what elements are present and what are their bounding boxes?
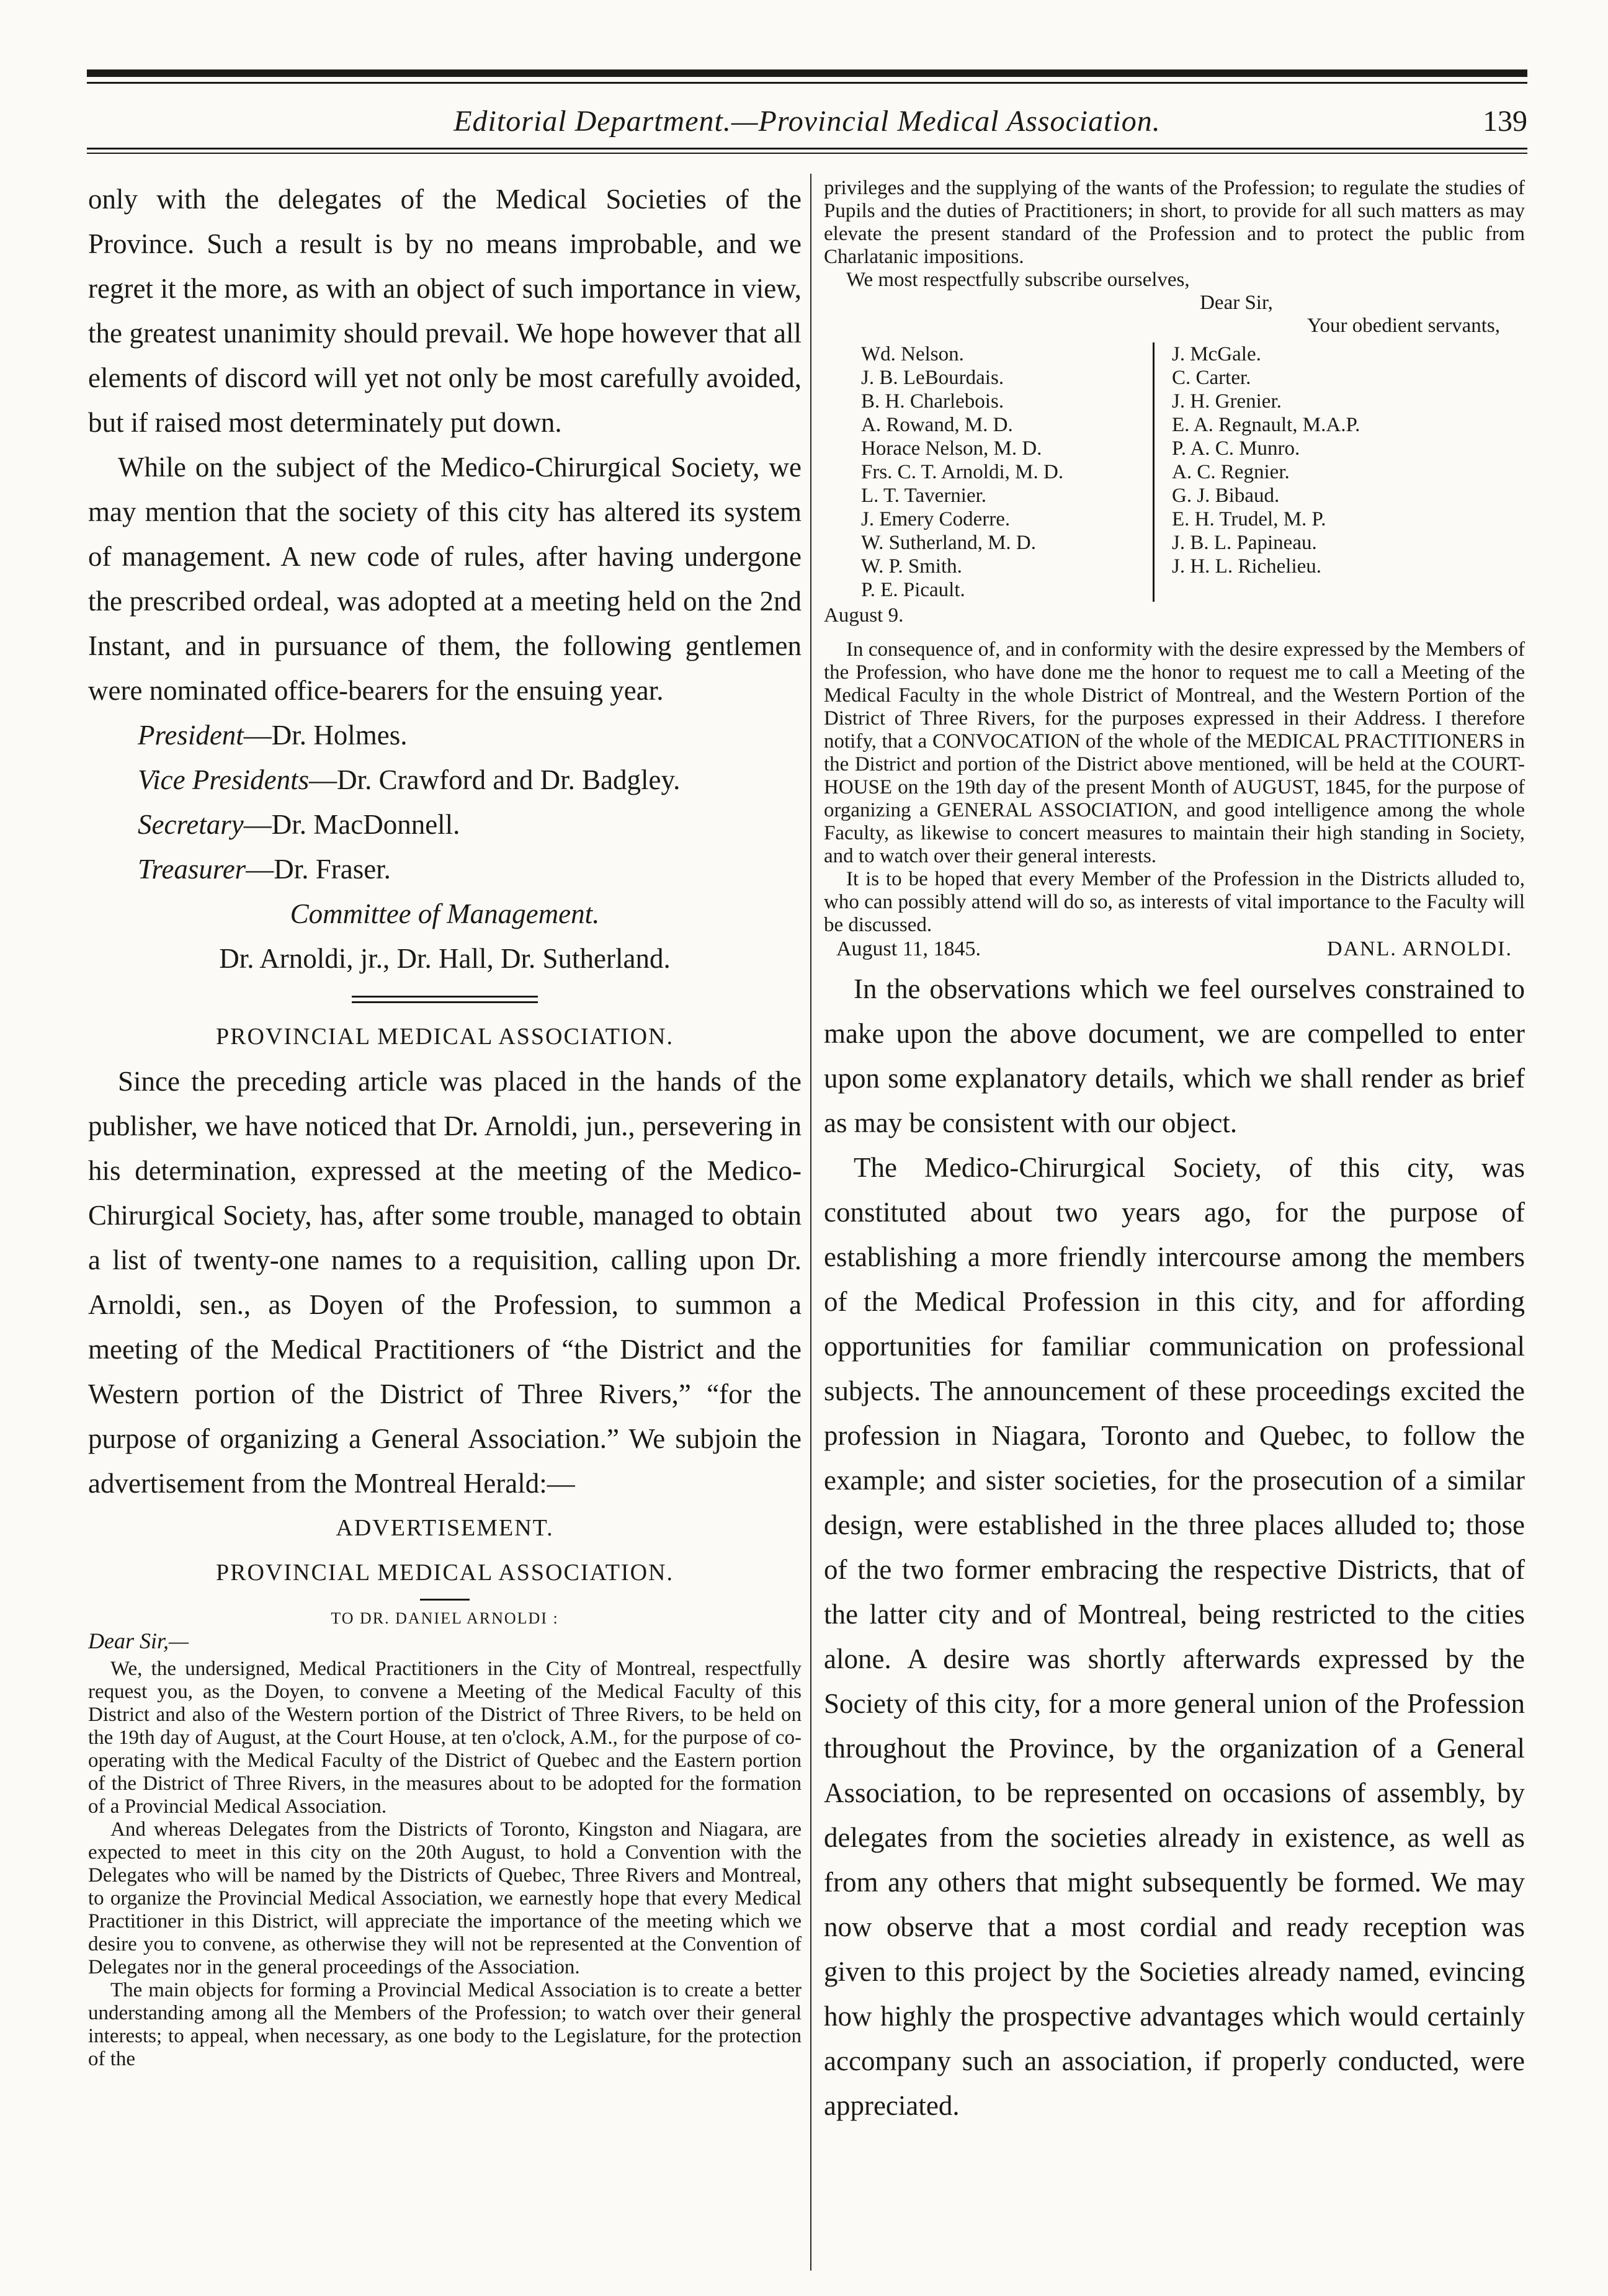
header-rule-bottom-2 xyxy=(87,153,1527,154)
paragraph: only with the delegates of the Medical Societies of the Province. Such a result is by no means improbable, and we regret it the more, as with an object of such importance in view, the greatest unanimity should prevail. We hope however that all elements of discord will yet not only be most carefully avoided, but if raised most determinately put down. xyxy=(88,184,802,438)
header-rule-top-thin xyxy=(87,82,1527,84)
signatory-name: B. H. Charlebois. xyxy=(861,390,1004,413)
officer-role: President xyxy=(138,720,244,751)
signatories xyxy=(861,342,1525,602)
officer-name: —Dr. Crawford and Dr. Badgley. xyxy=(309,764,681,795)
paragraph: And whereas Delegates from the Districts of Toronto, Kingston and Niagara, are expected to meet in this city on the 20th August, to hold a Convention with the Delegates who will be named by the Districts of Quebec, Three Rivers and Montreal, to organize the Provincial Medical Association, we earnestly hope that every Medical Practitioner in this District, will appreciate the importance of the meeting which we desire you to convene, as otherwise they will not be represented at the Convention of Delegates nor in the general proceedings of the Association. xyxy=(88,1818,802,1978)
paragraph: privileges and the supplying of the wants of the Profession; to regulate the studies of Pupils and the duties of Practitioners; in short, to provide for all such matters as may elevate the present standard of the Profession and to protect the public from Charlatanic impositions. xyxy=(824,177,1525,268)
paragraph: The main objects for forming a Provincial Medical Association is to create a better understanding among all the Members of the Profession; to watch over their general interests; to appeal, when necessary, as one body to the Legislature, for the protection of the xyxy=(88,1979,802,2070)
signatory-name: J. McGale. xyxy=(1172,343,1261,365)
signatories-right xyxy=(1153,342,1463,602)
paragraph: The Medico-Chirurgical Society, of this city, was constituted about two years ago, for the purpose of establishing a more friendly intercourse among the members of the Medical Profession in this city, and for affording opportunities for familiar communication on professional subjects. The announcement of these proceedings excited the profession in Niagara, Toronto and Quebec, to follow the example; and sister societies, for the prosecution of a similar design, were established in the three places alluded to; those of the two former embracing the respective Districts, that of the latter city and of Montreal, being restricted to the cities alone. A desire was shortly afterwards expressed by the Society of this city, for a more general union of the Profession throughout the Province, by the organization of a General Association, to be represented on occasions of assembly, by delegates from the societies already in existence, as well as from any others that might subsequently be formed. We may now observe that a most cordial and ready reception was given to this project by the Societies already named, evincing how highly the prospective advantages which would certainly accompany such an association, if properly conducted, were appreciated. xyxy=(824,1152,1525,2121)
section-title: PROVINCIAL MEDICAL ASSOCIATION. xyxy=(216,1024,674,1050)
signatories-left xyxy=(861,342,1153,602)
signatory-name: J. H. L. Richelieu. xyxy=(1172,555,1322,578)
committee-title: Committee of Management. xyxy=(290,898,600,929)
closing-servants: Your obedient servants, xyxy=(1306,315,1500,337)
signatory-name: C. Carter. xyxy=(1172,367,1251,389)
signatory-name: A. C. Regnier. xyxy=(1172,461,1290,483)
divider xyxy=(420,1599,470,1601)
advertisement-subtitle: PROVINCIAL MEDICAL ASSOCIATION. xyxy=(216,1560,674,1586)
left-column xyxy=(88,177,802,2071)
committee-members: Dr. Arnoldi, jr., Dr. Hall, Dr. Sutherland. xyxy=(219,943,671,974)
paragraph: It is to be hoped that every Member of the Profession in the Districts alluded to, who can possibly attend will do so, as interests of vital importance to the Faculty will be discussed. xyxy=(824,868,1525,936)
officer-line xyxy=(88,847,802,891)
signatory-name: Frs. C. T. Arnoldi, M. D. xyxy=(861,461,1064,483)
officer-line xyxy=(88,757,802,802)
paragraph: We, the undersigned, Medical Practitioners in the City of Montreal, respectfully request you, as the Doyen, to convene a Meeting of the Medical Faculty of this District and also of the Western portion of the District of Three Rivers, to be held on the 19th day of August, at the Court House, at ten o'clock, A.M., for the purpose of co-operating with the Medical Faculty of the District of Quebec and the Eastern portion of the District of Three Rivers, in the measures about to be adopted for the formation of a Provincial Medical Association. xyxy=(88,1658,802,1818)
paragraph: While on the subject of the Medico-Chirurgical Society, we may mention that the society of this city has altered its system of management. A new code of rules, after having undergone the prescribed ordeal, was adopted at a meeting held on the 2nd Instant, and in pursuance of them, the following gentlemen were nominated office-bearers for the ensuing year. xyxy=(88,452,802,706)
signatory-name: J. B. LeBourdais. xyxy=(861,367,1004,389)
right-column xyxy=(824,177,1525,2128)
signature: DANL. ARNOLDI. xyxy=(1326,937,1512,960)
addressee-line: TO DR. DANIEL ARNOLDI : xyxy=(331,1609,559,1627)
officer-role: Secretary xyxy=(138,809,244,840)
date-line: August 9. xyxy=(824,604,904,627)
signatory-name: G. J. Bibaud. xyxy=(1172,485,1280,507)
signatory-name: P. A. C. Munro. xyxy=(1172,437,1300,460)
signatory-name: J. H. Grenier. xyxy=(1172,390,1282,413)
officer-line xyxy=(88,802,802,847)
running-title: Editorial Department.—Provincial Medical Association. xyxy=(453,105,1161,138)
signatory-name: Horace Nelson, M. D. xyxy=(861,437,1042,460)
closing-salutation: Dear Sir, xyxy=(1200,292,1273,314)
officer-role: Treasurer xyxy=(138,854,246,885)
signatory-name: J. B. L. Papineau. xyxy=(1172,532,1317,554)
signatory-name: E. H. Trudel, M. P. xyxy=(1172,508,1326,530)
signatory-name: L. T. Tavernier. xyxy=(861,485,987,507)
officer-line xyxy=(88,713,802,757)
signatory-name: Wd. Nelson. xyxy=(861,343,964,365)
signatory-name: P. E. Picault. xyxy=(861,579,965,601)
signatory-name: W. P. Smith. xyxy=(861,555,962,578)
paragraph: Since the preceding article was placed in the hands of the publisher, we have noticed that Dr. Arnoldi, jun., persevering in his determination, expressed at the meeting of the Medico-Chirurgical Society, has, after some trouble, managed to obtain a list of twenty-one names to a requisition, calling upon Dr. Arnoldi, sen., as Doyen of the Profession, to summon a meeting of the Medical Practitioners of “the District and the Western portion of the District of Three Rivers,” “for the purpose of organizing a General Association.” We subjoin the advertisement from the Montreal Herald:— xyxy=(88,1066,802,1499)
officer-role: Vice Presidents xyxy=(138,764,310,795)
signature-row xyxy=(824,937,1525,962)
signatory-name: W. Sutherland, M. D. xyxy=(861,532,1037,554)
officer-name: —Dr. Holmes. xyxy=(243,720,408,751)
date-line: August 11, 1845. xyxy=(836,937,981,960)
signatory-name: J. Emery Coderre. xyxy=(861,508,1011,530)
section-divider xyxy=(352,996,538,1003)
page-number: 139 xyxy=(1483,105,1527,138)
paragraph: In consequence of, and in conformity with the desire expressed by the Members of the Profession, who have done me the honor to request me to call a Meeting of the Medical Faculty in the whole District of Montreal, and the Western Portion of the District of Three Rivers, for the purposes expressed in their Address. I therefore notify, that a CONVOCATION of the whole of the MEDICAL PRACTITIONERS in the District and portion of the District above mentioned, will be held at the COURT-HOUSE on the 19th day of the present Month of AUGUST, 1845, for the purpose of organizing a GENERAL ASSOCIATION, and good intelligence among the whole Faculty, as likewise to concert measures to maintain their high standing in Society, and to watch over their general interests. xyxy=(824,638,1525,867)
signatory-name: A. Rowand, M. D. xyxy=(861,414,1013,436)
closing-line: We most respectfully subscribe ourselves, xyxy=(846,269,1190,291)
salutation: Dear Sir,— xyxy=(88,1628,189,1653)
signatory-name: E. A. Regnault, M.A.P. xyxy=(1172,414,1360,436)
officer-name: —Dr. Fraser. xyxy=(246,854,391,885)
header-rule-bottom xyxy=(87,148,1527,150)
column-divider xyxy=(810,174,811,2271)
header-rule-top-thick xyxy=(87,69,1527,77)
paragraph: In the observations which we feel ourselves constrained to make upon the above document, we are compelled to enter upon some explanatory details, which we shall render as brief as may be consistent with our object. xyxy=(824,973,1525,1138)
officer-name: —Dr. MacDonnell. xyxy=(243,809,460,840)
advertisement-title: ADVERTISEMENT. xyxy=(336,1515,554,1541)
